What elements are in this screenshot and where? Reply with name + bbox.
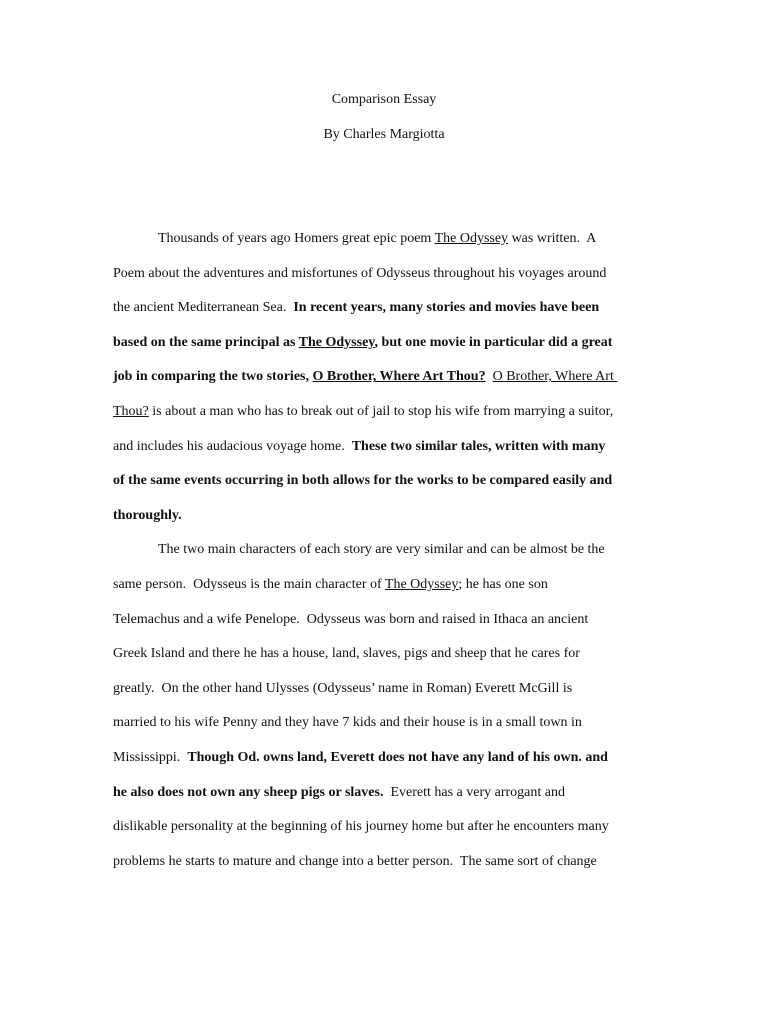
text-segment: the ancient Mediterranean Sea. xyxy=(113,300,294,316)
text-line xyxy=(113,608,673,643)
text-segment: was written. A xyxy=(508,231,597,246)
text-line xyxy=(113,296,673,331)
text-line xyxy=(113,642,673,677)
text-segment: is about a man who has to break out of jail to stop his wife from marrying a suitor, xyxy=(148,403,614,419)
text-segment: Mississippi. xyxy=(113,749,188,765)
text-line xyxy=(113,504,673,539)
text-line xyxy=(113,677,673,712)
text-segment: thoroughly. xyxy=(113,507,182,523)
text-segment: Everett has a very arrogant and xyxy=(383,784,565,800)
underlined-title-text: The Odyssey xyxy=(434,231,509,246)
text-line xyxy=(113,781,673,816)
text-segment: In recent years, many stories and movies have been xyxy=(293,300,600,316)
essay-body xyxy=(113,227,673,884)
text-segment: These two similar tales, written with many xyxy=(351,438,606,454)
text-segment: Though Od. owns land, Everett does not have any land of his own. and xyxy=(187,749,608,765)
essay-title: Comparison Essay xyxy=(331,92,437,107)
underlined-title-text: O Brother, Where Art xyxy=(492,369,618,385)
text-line xyxy=(113,469,673,504)
text-segment: Greek Island and there he has a house, land, slaves, pigs and sheep that he cares for xyxy=(113,646,580,662)
text-segment: and includes his audacious voyage home. xyxy=(113,438,352,454)
text-segment: dislikable personality at the beginning of his journey home but after he encounters many xyxy=(113,819,609,835)
text-segment: based on the same principal as xyxy=(113,334,299,350)
text-line xyxy=(113,746,673,781)
text-line xyxy=(113,262,673,297)
text-line xyxy=(113,711,673,746)
text-segment: Telemachus and a wife Penelope. Odysseus was born and raised in Ithaca an ancient xyxy=(113,611,589,627)
text-line xyxy=(113,538,673,573)
text-segment: he also does not own any sheep pigs or slaves. xyxy=(113,784,384,800)
underlined-title-text: O Brother, Where Art Thou? xyxy=(312,369,486,385)
text-line xyxy=(113,365,673,400)
text-line xyxy=(113,435,673,470)
text-line xyxy=(113,850,673,885)
text-line xyxy=(113,573,673,608)
text-segment: Poem about the adventures and misfortunes of Odysseus throughout his voyages around xyxy=(113,265,607,281)
underlined-title-text: The Odyssey xyxy=(298,334,375,350)
text-line xyxy=(113,815,673,850)
text-segment: Thousands of years ago Homers great epic poem xyxy=(158,231,435,246)
text-segment: same person. Odysseus is the main character of xyxy=(113,576,385,592)
text-line xyxy=(113,400,673,435)
text-segment: married to his wife Penny and they have 7 kids and their house is in a small town in xyxy=(113,715,582,731)
text-segment xyxy=(486,369,493,384)
text-segment: of the same events occurring in both allows for the works to be compared easily and xyxy=(113,473,613,489)
essay-author: By Charles Margiotta xyxy=(323,127,445,142)
text-segment: ; he has one son xyxy=(458,576,548,592)
text-segment: greatly. On the other hand Ulysses (Odysseus’ name in Roman) Everett McGill is xyxy=(113,680,573,696)
underlined-title-text: The Odyssey xyxy=(384,576,459,592)
text-segment: job in comparing the two stories, xyxy=(113,369,313,385)
text-line xyxy=(113,227,673,262)
text-line xyxy=(113,331,673,366)
text-segment: The two main characters of each story are very similar and can be almost be the xyxy=(158,542,605,558)
underlined-title-text: Thou? xyxy=(113,403,149,419)
text-segment: , but one movie in particular did a great xyxy=(374,334,613,350)
text-segment: problems he starts to mature and change into a better person. The same sort of change xyxy=(113,853,597,869)
